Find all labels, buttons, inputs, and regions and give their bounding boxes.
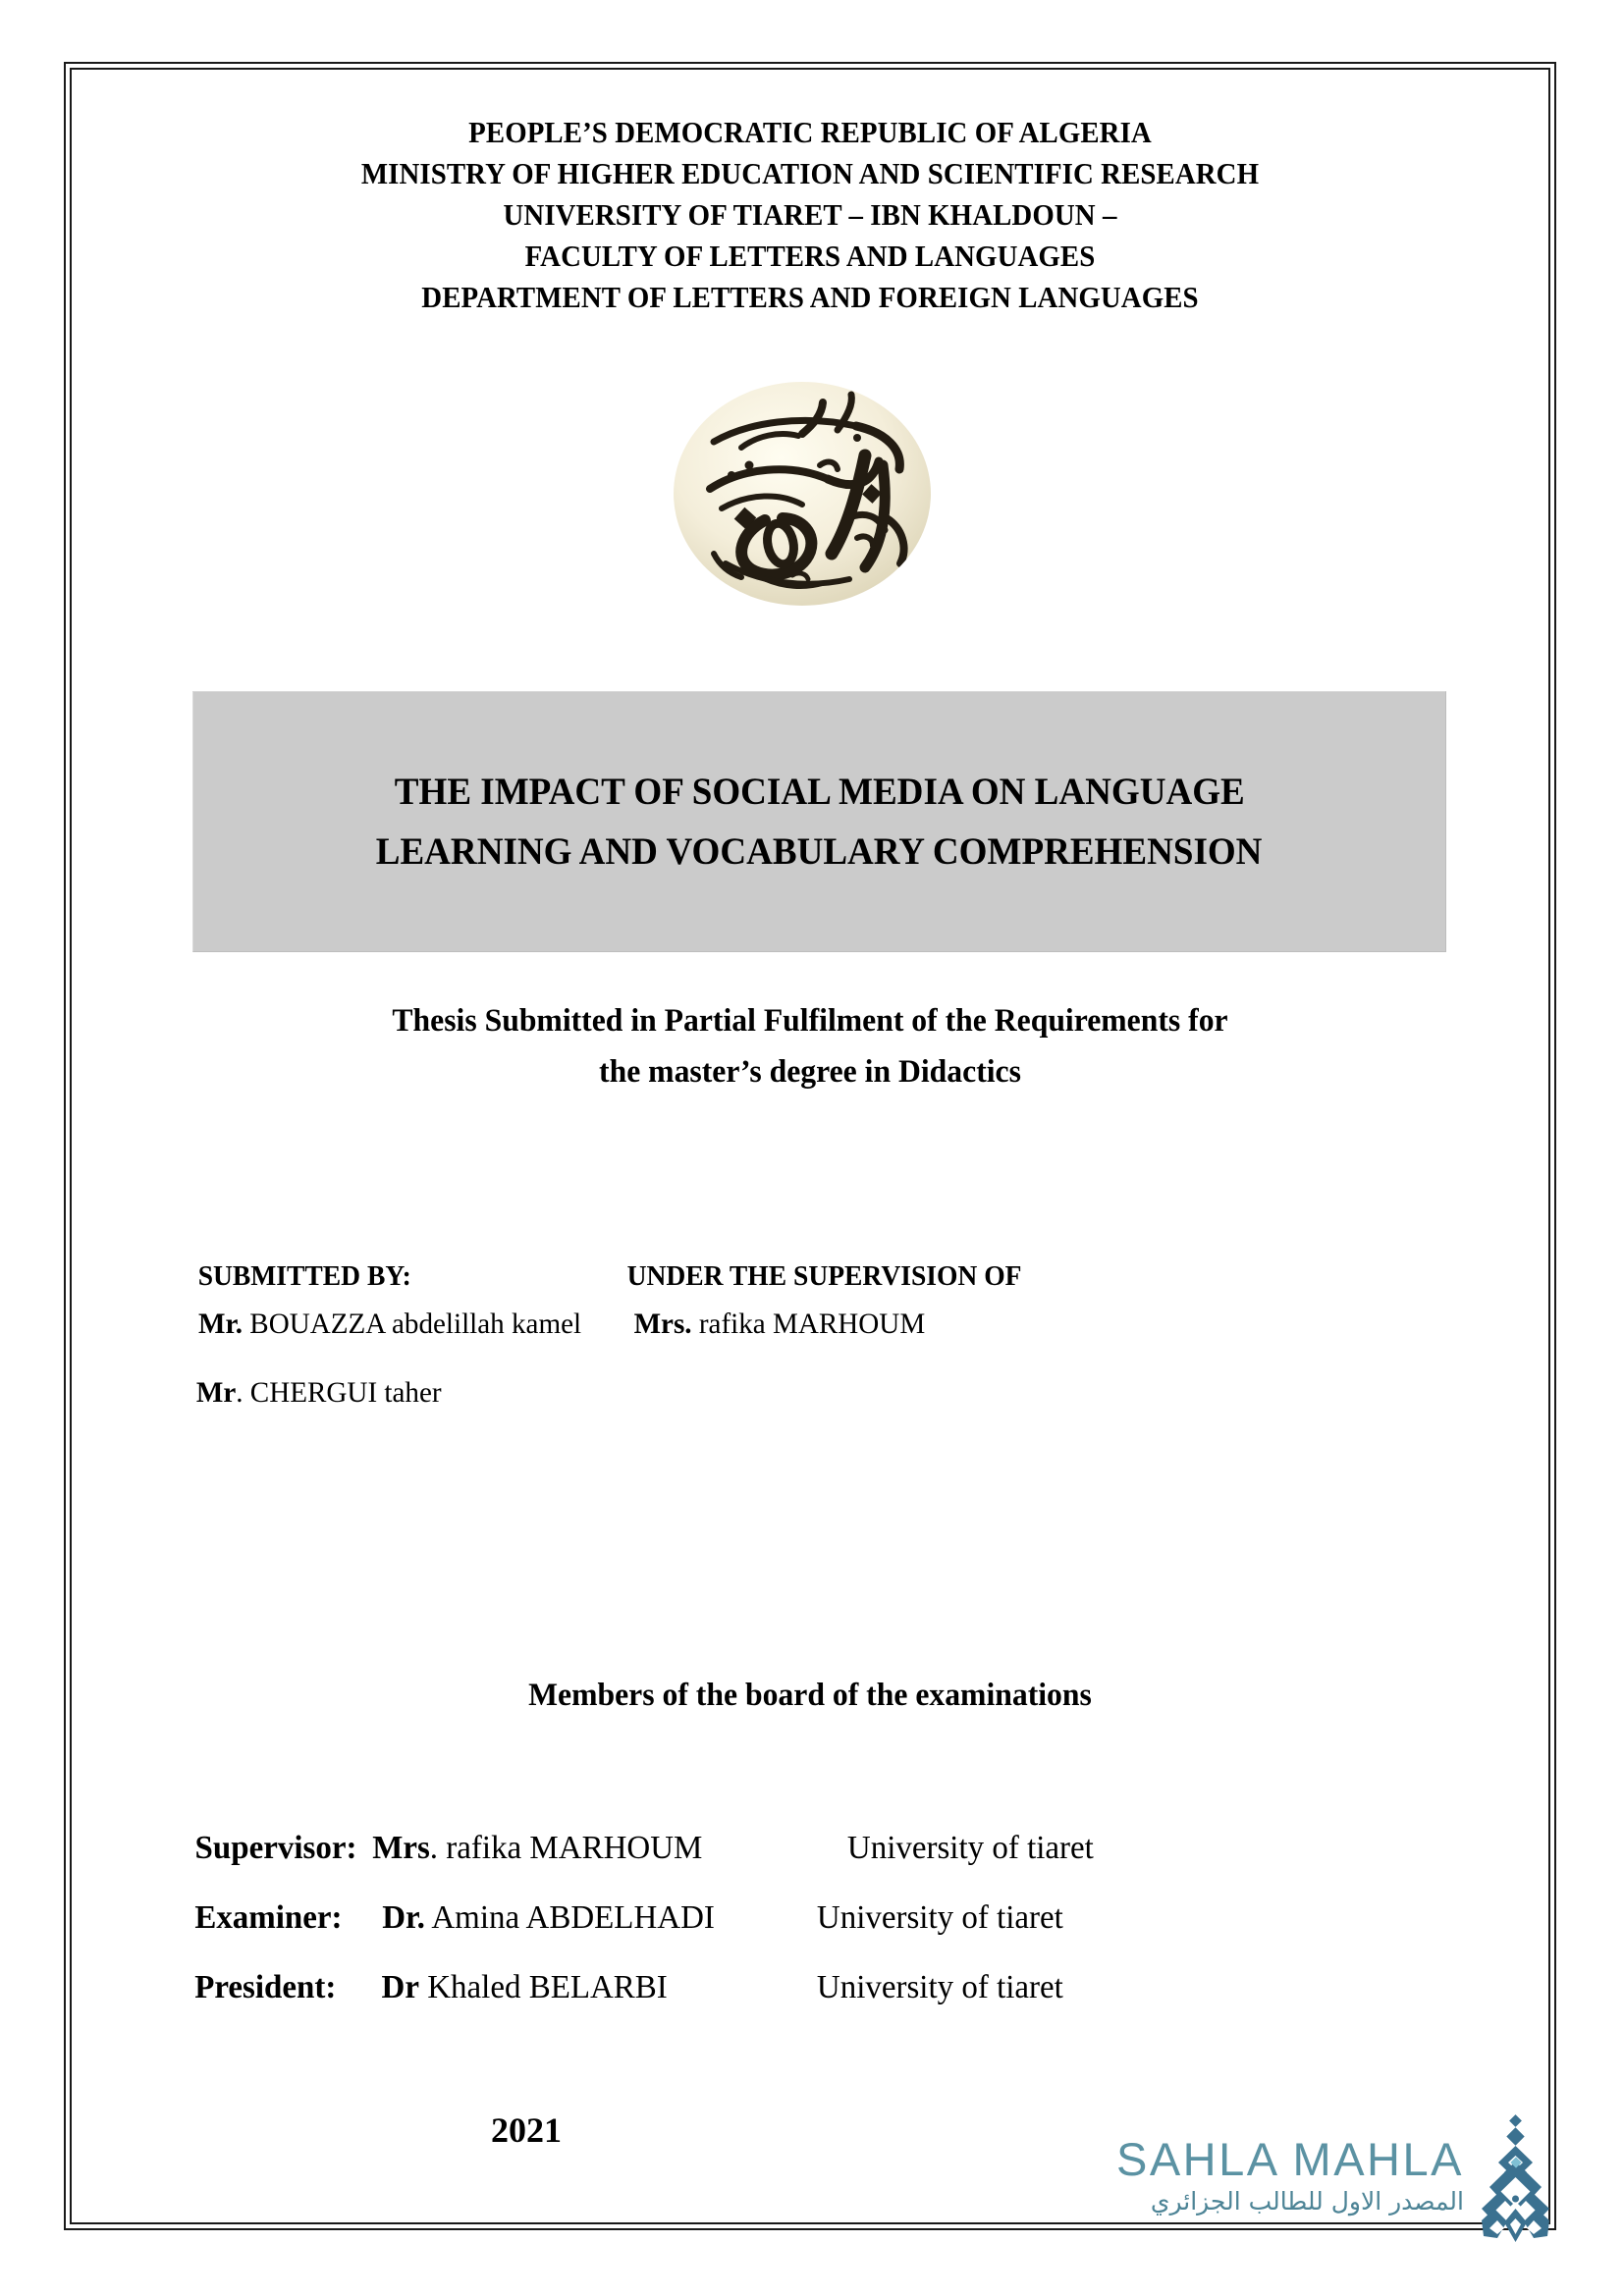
degree-statement-line-1: Thesis Submitted in Partial Fulfilment of the Requirements for: [392, 1003, 1228, 1039]
board-honorific-examiner: Dr.: [382, 1899, 425, 1936]
board-role-examiner: Examiner:: [194, 1899, 343, 1936]
board-heading: Members of the board of the examinations: [528, 1678, 1092, 1713]
board-member-row-examiner: [192, 1899, 1449, 1969]
board-member-row-supervisor: [192, 1830, 1449, 1899]
student-2: [196, 1376, 442, 1410]
authors-header-row: [192, 1260, 1449, 1308]
header-line-country: PEOPLE’S DEMOCRATIC REPUBLIC OF ALGERIA: [468, 115, 1152, 149]
watermark-tagline: المصدر الاول للطالب الجزائري: [1150, 2187, 1464, 2216]
thesis-title-line-2: LEARNING AND VOCABULARY COMPREHENSION: [376, 830, 1263, 873]
institution-header: [70, 112, 1550, 318]
board-role-president: President:: [194, 1969, 337, 2005]
student-1-name: BOUAZZA abdelillah kamel: [249, 1308, 582, 1340]
author-row-1: [192, 1308, 1449, 1376]
board-person-president: Khaled BELARBI: [427, 1969, 668, 2005]
board-affiliation-president: University of tiaret: [816, 1969, 1063, 2005]
degree-statement-line-2: the master’s degree in Didactics: [599, 1054, 1021, 1090]
board-person-supervisor: . rafika MARHOUM: [429, 1830, 703, 1866]
student-1-honorific: Mr.: [198, 1308, 244, 1340]
publication-year: 2021: [491, 2110, 562, 2150]
watermark-text: [1052, 2134, 1464, 2218]
board-name-supervisor: [372, 1830, 702, 1867]
thesis-title-panel: [192, 691, 1446, 952]
student-2-name: . CHERGUI taher: [236, 1376, 442, 1409]
authors-section: [192, 1260, 1449, 1435]
board-members-list: [192, 1830, 1449, 2039]
degree-statement: [70, 995, 1550, 1097]
board-affiliation-examiner: University of tiaret: [816, 1899, 1063, 1936]
header-line-university: UNIVERSITY OF TIARET – IBN KHALDOUN –: [503, 197, 1117, 232]
author-row-2: [192, 1376, 1449, 1435]
supervisor-name: rafika MARHOUM: [698, 1308, 926, 1340]
student-1: [198, 1308, 581, 1341]
thesis-title-line-1: THE IMPACT OF SOCIAL MEDIA ON LANGUAGE: [394, 771, 1245, 813]
supervisor-honorific: Mrs.: [633, 1308, 692, 1340]
supervision-label: UNDER THE SUPERVISION OF: [626, 1260, 1022, 1292]
board-affiliation-supervisor: University of tiaret: [846, 1830, 1094, 1866]
board-person-examiner: Amina ABDELHADI: [431, 1899, 715, 1936]
board-honorific-supervisor: Mrs: [372, 1830, 430, 1866]
header-line-faculty: FACULTY OF LETTERS AND LANGUAGES: [524, 239, 1096, 273]
board-name-examiner: [382, 1899, 715, 1937]
student-2-honorific: Mr: [195, 1376, 237, 1409]
sahla-mahla-watermark: [1052, 2114, 1562, 2262]
board-member-row-president: [192, 1969, 1449, 2039]
board-role-supervisor: Supervisor:: [194, 1830, 357, 1866]
supervisor-name-entry: [634, 1308, 926, 1341]
board-honorific-president: Dr: [381, 1969, 419, 2005]
watermark-emblem-icon: [1468, 2114, 1562, 2252]
header-line-ministry: MINISTRY OF HIGHER EDUCATION AND SCIENTIFIC RESEARCH: [360, 156, 1260, 190]
watermark-brand: SAHLA MAHLA: [1115, 2133, 1464, 2185]
university-emblem: [655, 371, 949, 616]
submitted-by-label: SUBMITTED BY:: [197, 1260, 411, 1292]
header-line-department: DEPARTMENT OF LETTERS AND FOREIGN LANGUAGES: [421, 280, 1199, 314]
board-name-president: [382, 1969, 668, 2006]
page-content: [70, 68, 1550, 2224]
